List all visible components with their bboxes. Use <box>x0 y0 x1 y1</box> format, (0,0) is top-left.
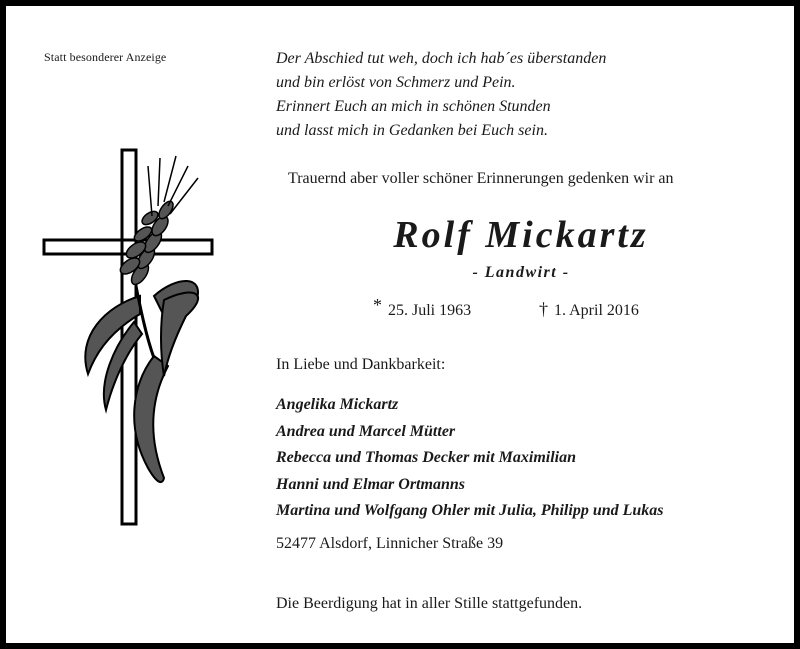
poem-line: Der Abschied tut weh, doch ich hab´es überstanden <box>276 50 607 67</box>
mourners-list <box>276 392 776 525</box>
birth-date: 25. Juli 1963 <box>388 302 472 319</box>
birth-date-line <box>373 295 472 320</box>
deceased-name: Rolf Mickartz <box>393 214 649 256</box>
poem-line: und lasst mich in Gedanken bei Euch sein. <box>276 122 548 139</box>
occupation: - Landwirt - <box>472 264 570 281</box>
death-cross-icon: † <box>539 299 548 319</box>
notice-header: Statt besonderer Anzeige <box>44 50 167 64</box>
death-date-line <box>539 299 639 320</box>
funeral-note: Die Beerdigung hat in aller Stille stattgefunden. <box>276 595 583 612</box>
intro-text: Trauernd aber voller schöner Erinnerungen gedenken wir an <box>288 170 674 187</box>
death-date: 1. April 2016 <box>554 302 639 319</box>
mourner-entry: Rebecca und Thomas Decker mit Maximilian <box>276 449 576 466</box>
mourner-entry: Andrea und Marcel Mütter <box>276 422 456 440</box>
thanks-line: In Liebe und Dankbarkeit: <box>276 356 446 373</box>
poem <box>276 47 746 143</box>
mourner-entry: Hanni und Elmar Ortmanns <box>276 475 465 493</box>
mourner-entry: Martina und Wolfgang Ohler mit Julia, Philipp und Lukas <box>276 502 664 519</box>
mourner-entry: Angelika Mickartz <box>276 396 399 413</box>
birth-star-icon: * <box>373 295 382 315</box>
cross-with-wheat-icon <box>36 146 221 526</box>
poem-line: Erinnert Euch an mich in schönen Stunden <box>276 98 551 115</box>
poem-line: und bin erlöst von Schmerz und Pein. <box>276 74 516 91</box>
address: 52477 Alsdorf, Linnicher Straße 39 <box>276 535 504 552</box>
